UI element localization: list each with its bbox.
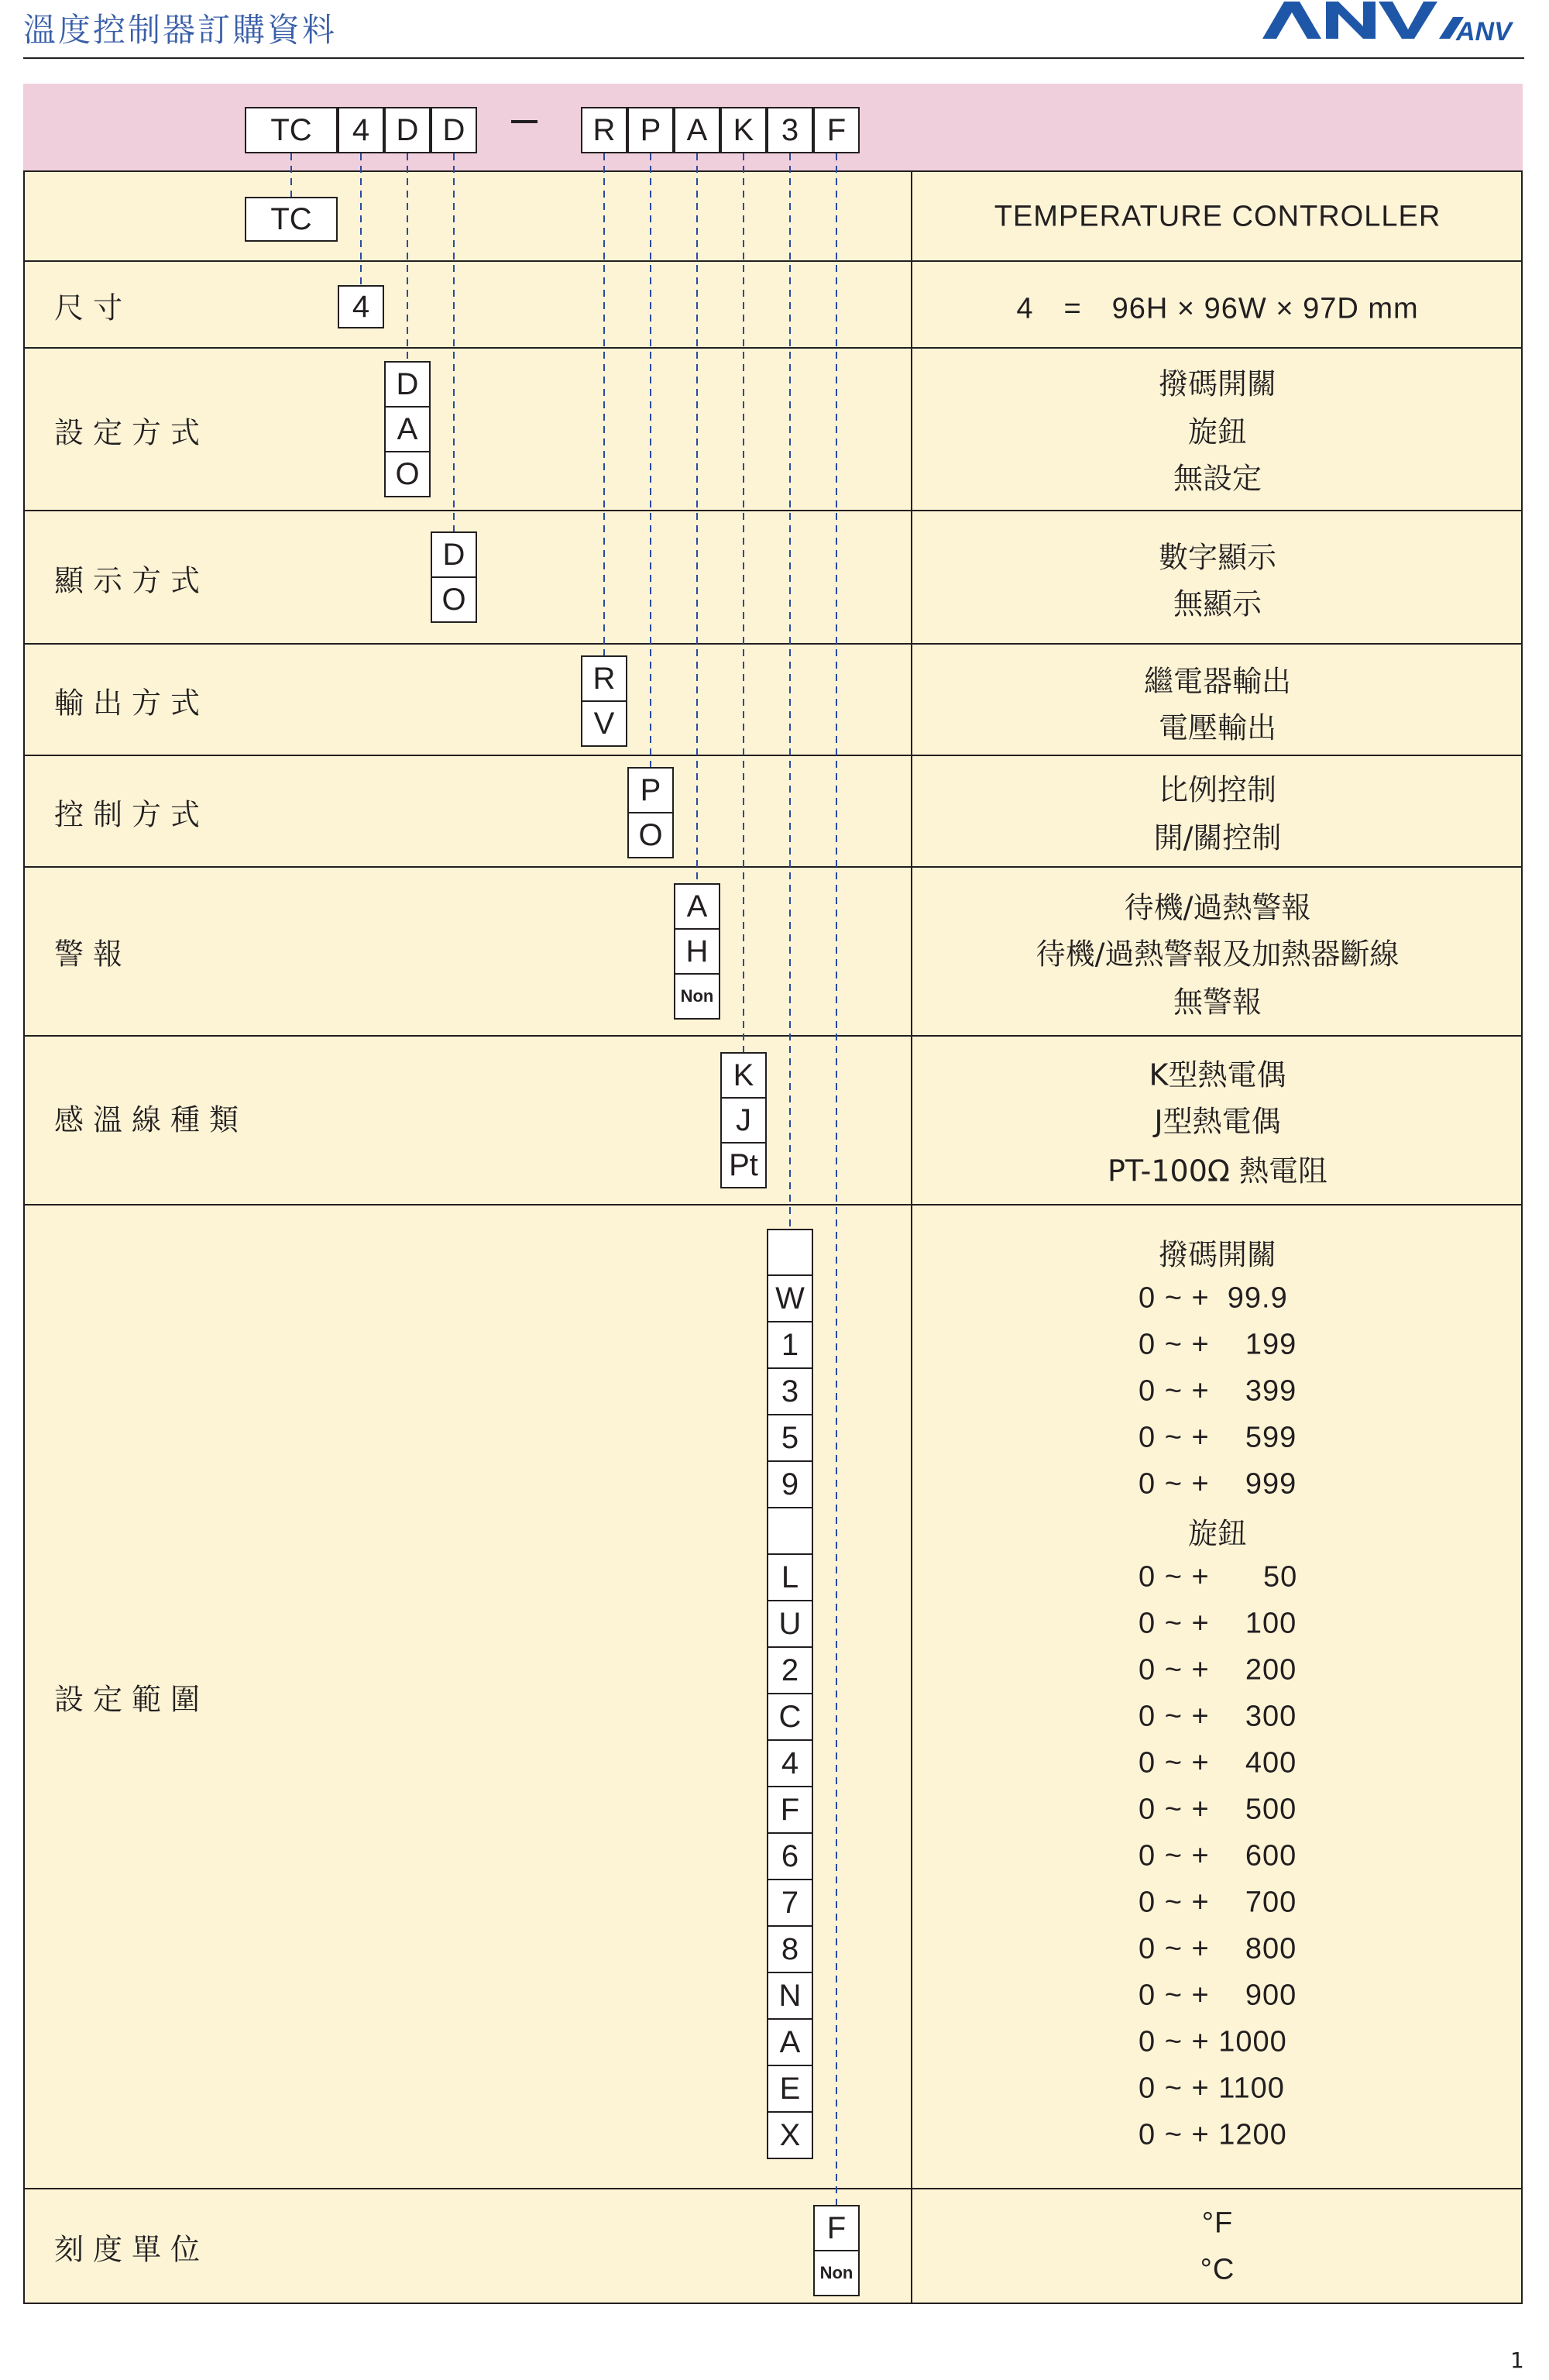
knob-range-value: 0 ~ + 1000 xyxy=(1139,2025,1287,2058)
sensor-type-label: 感溫線種類 xyxy=(54,1102,249,1137)
sensor-type-description: J型熱電偶 xyxy=(1154,1104,1281,1139)
logo-subtext: ANV xyxy=(1456,17,1512,46)
alarm-description: 待機/過熱警報及加熱器斷線 xyxy=(1036,937,1400,972)
knob-range-value: 0 ~ + 700 xyxy=(1139,1886,1297,1919)
knob-range-value: 0 ~ + 400 xyxy=(1139,1746,1297,1780)
setting-range-code: 5 xyxy=(767,1414,813,1462)
control-method-code: O xyxy=(627,812,674,858)
code-segment-alarm: A xyxy=(674,107,720,153)
knob-range-value: 0 ~ + 200 xyxy=(1139,1653,1297,1687)
display-method-description: 無顯示 xyxy=(1173,586,1262,621)
size-code-box: 4 xyxy=(338,285,384,328)
output-method-label: 輸出方式 xyxy=(54,686,210,721)
sensor-type-code: K xyxy=(720,1052,767,1099)
dip-range-value: 0 ~ + 999 xyxy=(1139,1467,1297,1501)
setting-range-code: X xyxy=(767,2111,813,2159)
scale-unit-code: F xyxy=(813,2205,860,2251)
code-separator xyxy=(511,120,538,123)
dip-range-value: 0 ~ + 99.9 xyxy=(1139,1281,1288,1315)
setting-method-code: D xyxy=(384,361,431,408)
setting-range-label: 設定範圍 xyxy=(54,1682,210,1717)
display-method-row xyxy=(23,511,1523,645)
control-method-code: P xyxy=(627,767,674,813)
setting-range-code: 6 xyxy=(767,1832,813,1880)
sensor-type-code: Pt xyxy=(720,1142,767,1188)
setting-range-code: A xyxy=(767,2018,813,2066)
setting-range-code: 1 xyxy=(767,1321,813,1369)
alarm-code: Non xyxy=(674,973,720,1020)
dip-range-value: 0 ~ + 399 xyxy=(1139,1374,1297,1408)
code-segment-sensor-type: K xyxy=(720,107,767,153)
setting-range-code: 3 xyxy=(767,1367,813,1415)
size-label: 尺寸 xyxy=(54,291,132,325)
setting-range-code xyxy=(767,1507,813,1555)
setting-method-label: 設定方式 xyxy=(54,415,210,450)
setting-method-description: 旋鈕 xyxy=(1187,414,1247,449)
control-method-description: 比例控制 xyxy=(1158,772,1276,807)
sensor-type-description: PT-100Ω 熱電阻 xyxy=(1108,1154,1327,1188)
header-rule xyxy=(23,57,1524,59)
display-method-label: 顯示方式 xyxy=(54,563,210,598)
control-method-description: 開/關控制 xyxy=(1153,820,1282,855)
control-method-label: 控制方式 xyxy=(54,797,210,832)
alarm-description: 待機/過熱警報 xyxy=(1124,890,1311,925)
alarm-label: 警報 xyxy=(54,937,132,972)
alarm-code: A xyxy=(674,883,720,930)
setting-range-code: W xyxy=(767,1274,813,1322)
alarm-description: 無警報 xyxy=(1173,985,1262,1020)
code-segment-scale-unit: F xyxy=(813,107,860,153)
knob-range-value: 0 ~ + 800 xyxy=(1139,1932,1297,1966)
setting-range-code: E xyxy=(767,2065,813,2113)
code-segment-setting-range: 3 xyxy=(767,107,813,153)
scale-unit-code: Non xyxy=(813,2250,860,2296)
setting-method-description: 撥碼開關 xyxy=(1158,366,1276,401)
display-method-code: D xyxy=(431,531,477,578)
anv-logo xyxy=(1262,0,1526,46)
knob-range-value: 0 ~ + 600 xyxy=(1139,1839,1297,1873)
knob-range-value: 0 ~ + 900 xyxy=(1139,1979,1297,2012)
knob-range-value: 0 ~ + 300 xyxy=(1139,1700,1297,1733)
sensor-type-description: K型熱電偶 xyxy=(1149,1058,1286,1092)
output-method-description: 電壓輸出 xyxy=(1158,710,1276,745)
scale-unit-description: °F xyxy=(1201,2206,1234,2240)
display-method-code: O xyxy=(431,576,477,623)
scale-unit-description: °C xyxy=(1200,2253,1235,2286)
setting-range-code: 2 xyxy=(767,1646,813,1694)
setting-range-code: N xyxy=(767,1972,813,2020)
setting-method-description: 無設定 xyxy=(1173,461,1262,496)
knob-range-value: 0 ~ + 500 xyxy=(1139,1793,1297,1826)
setting-method-code: O xyxy=(384,451,431,497)
scale-unit-label: 刻度單位 xyxy=(54,2232,210,2267)
display-method-description: 數字顯示 xyxy=(1158,540,1276,575)
code-segment-size: 4 xyxy=(338,107,384,153)
code-segment-setting-method: D xyxy=(384,107,431,153)
code-segment-display-method: D xyxy=(431,107,477,153)
setting-range-code: 9 xyxy=(767,1460,813,1508)
page-number: 1 xyxy=(1510,2347,1524,2373)
setting-range-code: 8 xyxy=(767,1925,813,1973)
sensor-type-code: J xyxy=(720,1097,767,1144)
code-segment-output-method: R xyxy=(581,107,627,153)
knob-heading: 旋鈕 xyxy=(1187,1516,1247,1551)
output-method-code: R xyxy=(581,655,627,702)
document-title: 溫度控制器訂購資料 xyxy=(23,11,338,49)
knob-range-value: 0 ~ + 1100 xyxy=(1139,2072,1285,2105)
model-description: TEMPERATURE CONTROLLER xyxy=(994,200,1441,233)
setting-method-code: A xyxy=(384,406,431,452)
size-description: 4 = 96H × 96W × 97D mm xyxy=(1016,292,1419,325)
setting-range-code xyxy=(767,1229,813,1276)
setting-range-code: L xyxy=(767,1553,813,1601)
setting-range-code: C xyxy=(767,1693,813,1741)
setting-range-code: U xyxy=(767,1600,813,1648)
setting-range-code: F xyxy=(767,1786,813,1834)
setting-range-code: 4 xyxy=(767,1739,813,1787)
output-method-description: 繼電器輸出 xyxy=(1143,664,1291,699)
setting-range-code: 7 xyxy=(767,1879,813,1927)
dip-switch-heading: 撥碼開關 xyxy=(1158,1237,1276,1272)
output-method-code: V xyxy=(581,700,627,747)
alarm-code: H xyxy=(674,928,720,975)
dip-range-value: 0 ~ + 199 xyxy=(1139,1328,1297,1361)
knob-range-value: 0 ~ + 1200 xyxy=(1139,2118,1287,2151)
code-segment-tc: TC xyxy=(245,107,338,153)
knob-range-value: 0 ~ + 50 xyxy=(1139,1560,1298,1594)
knob-range-value: 0 ~ + 100 xyxy=(1139,1607,1297,1640)
model-code-box: TC xyxy=(245,197,338,242)
dip-range-value: 0 ~ + 599 xyxy=(1139,1421,1297,1454)
code-segment-control-method: P xyxy=(627,107,674,153)
